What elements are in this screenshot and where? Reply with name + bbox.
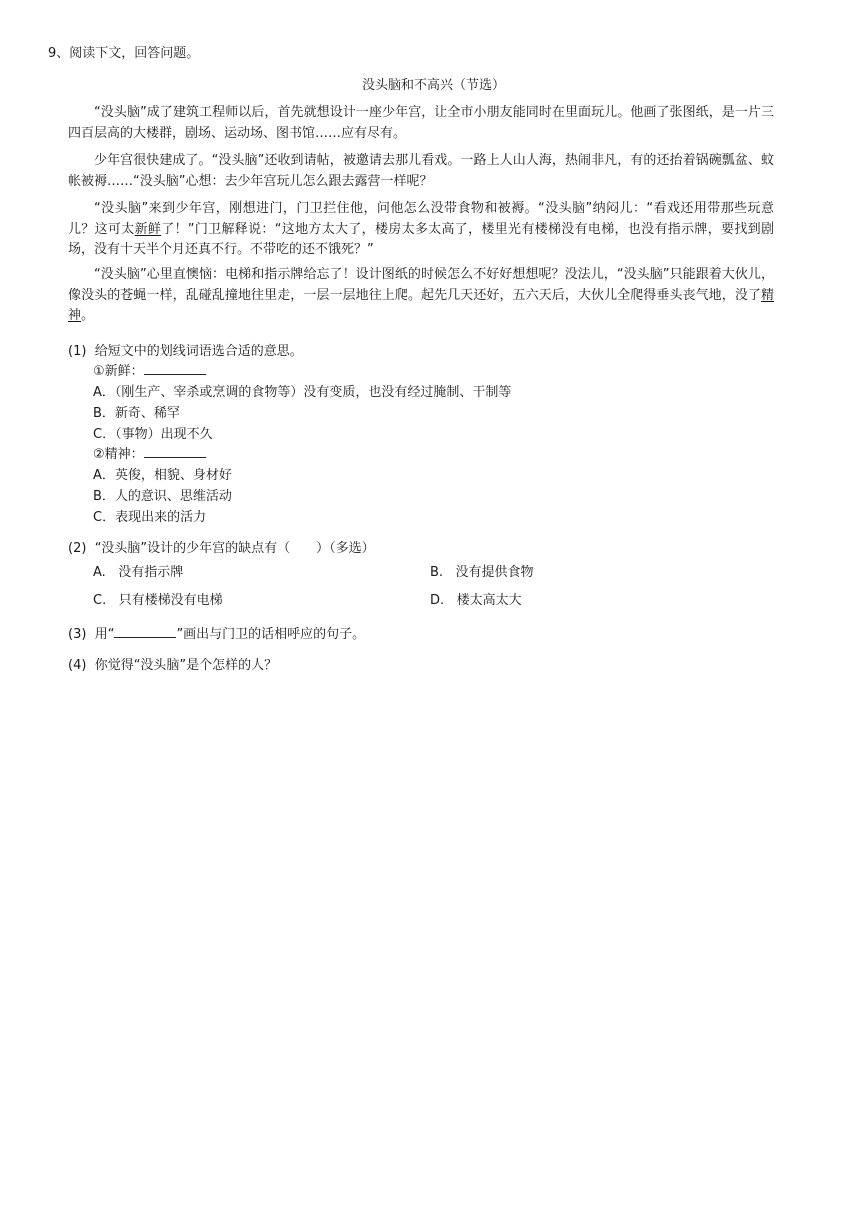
q3-blank-line: [114, 625, 176, 638]
q1-sub1-label: ①新鲜：: [93, 364, 144, 379]
passage-paragraph-1: “没头脑”成了建筑工程师以后，首先就想设计一座少年宫，让全市小朋友能同时在里面玩儿。他画了张图纸，是一片三四百层高的大楼群，剧场、运动场、图书馆……应有尽有。: [68, 105, 774, 141]
question-instruction: 阅读下文，回答问题。: [69, 46, 200, 61]
q1-sub1: [93, 360, 206, 379]
paragraph-4-text-a: “没头脑”心里直懊恼：电梯和指示牌给忘了！设计图纸的时候怎么不好好想想呢？没法儿，“没头脑”只能跟着大伙儿，像没头的苍蝇一样，乱碰乱撞地往里走，一层一层地往上爬。起先几天还好，五六天后，大伙儿全爬得垂头丧气地，没了: [68, 267, 774, 303]
q2-option-a-text: 没有指示牌: [118, 565, 184, 580]
passage-title: 没头脑和不高兴（节选）: [361, 78, 505, 93]
q2-option-c-text: 只有楼梯没有电梯: [118, 593, 223, 608]
q2-option-b-letter: B.: [430, 565, 444, 580]
q1-sub1-option-b: B．新奇、稀罕: [93, 406, 180, 421]
question-header: [48, 42, 199, 61]
passage-paragraph-4: [68, 265, 774, 327]
q4-number: (4): [68, 658, 87, 673]
q2-option-d-letter: D.: [430, 593, 445, 608]
q1-number: (1): [68, 344, 87, 359]
q1-sub2: [93, 443, 206, 462]
q1-stem: 给短文中的划线词语选合适的意思。: [94, 344, 303, 359]
underlined-word-jingshen: 精神: [68, 287, 774, 323]
q3: [68, 623, 365, 642]
q1-sub2-label: ②精神：: [93, 447, 144, 462]
underlined-word-xinxian: 新鲜: [134, 221, 162, 237]
q1: [68, 340, 303, 359]
q2-option-d-text: 楼太高太大: [456, 593, 522, 608]
q1-sub1-option-a: A．（刚生产、宰杀或烹调的食物等）没有变质，也没有经过腌制、干制等: [93, 385, 512, 400]
q1-sub2-option-b: B．人的意识、思维活动: [93, 489, 232, 504]
q4-stem: 你觉得“没头脑”是个怎样的人？: [94, 658, 278, 673]
q2: [68, 537, 375, 556]
q2-option-b-text: 没有提供食物: [455, 565, 534, 580]
q1-sub1-option-c: C．（事物）出现不久: [93, 427, 213, 442]
q1-sub1-answer-blank[interactable]: [144, 362, 206, 375]
q4: [68, 654, 277, 673]
q1-sub2-answer-blank[interactable]: [144, 445, 206, 458]
q2-option-a-letter: A.: [93, 565, 106, 580]
question-number: 9、: [48, 46, 70, 61]
paragraph-3-text-a: “没头脑”来到少年宫，刚想进门，门卫拦住他，问他怎么没带食物和被褥。“没头脑”纳闷儿：“看戏还用带那些玩意儿？这可太: [68, 201, 774, 237]
paragraph-3-text-b: 了！”门卫解释说：“这地方太大了，楼房太多太高了，楼里光有楼梯没有电梯，也没有指示牌，要找到剧场，没有十天半个月还真不行。不带吃的还不饿死？”: [68, 221, 774, 257]
q1-sub2-option-a: A．英俊，相貌、身材好: [93, 468, 232, 483]
q2-option-b[interactable]: [430, 561, 533, 580]
q2-number: (2): [68, 541, 87, 556]
q3-stem-a: 用“: [94, 627, 115, 642]
q2-option-a[interactable]: [93, 561, 183, 580]
q2-stem: “没头脑”设计的少年宫的缺点有（ ）（多选）: [94, 541, 375, 556]
q2-option-d[interactable]: [430, 589, 522, 608]
q2-option-c-letter: C.: [93, 593, 107, 608]
paragraph-4-text-b: 。: [81, 308, 95, 323]
passage-paragraph-2: 少年宫很快建成了。“没头脑”还收到请帖，被邀请去那儿看戏。一路上人山人海，热闹非凡，有的还抬着锅碗瓢盆、蚊帐被褥……“没头脑”心想：去少年宫玩儿怎么跟去露营一样呢？: [68, 153, 774, 189]
passage-paragraph-3: [68, 199, 774, 261]
q3-number: (3): [68, 627, 87, 642]
q2-option-c[interactable]: [93, 589, 223, 608]
q1-sub2-option-c: C．表现出来的活力: [93, 510, 207, 525]
q3-stem-b: ”画出与门卫的话相呼应的句子。: [176, 627, 366, 642]
